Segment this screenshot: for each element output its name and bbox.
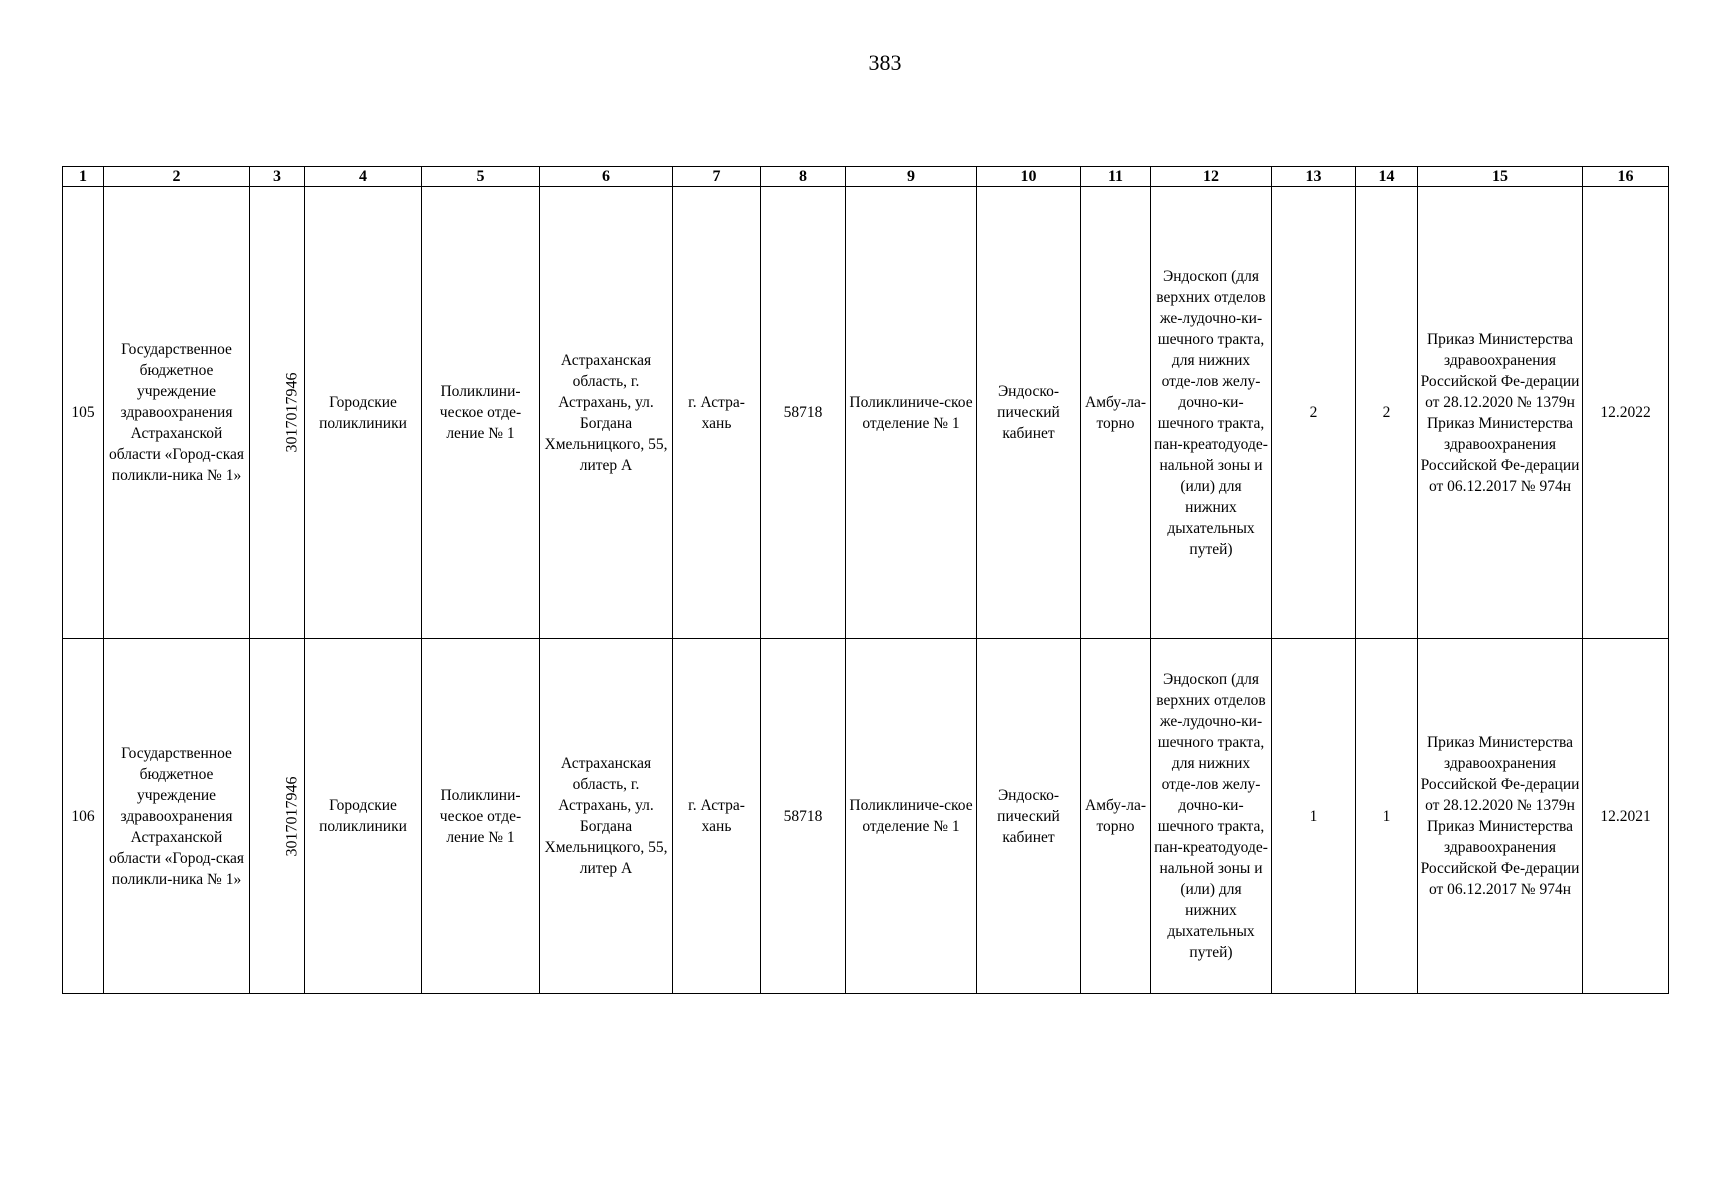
regulation-cell: Приказ Министерства здравоохранения Российской Фе-дерации от 28.12.2020 № 1379н Приказ Министерства здравоохранения Российской Фе-дерации от 06.12.2017 № 974н — [1418, 187, 1583, 639]
date-cell: 12.2021 — [1583, 639, 1669, 994]
inn-text: 3017017946 — [283, 776, 301, 856]
column-header: 10 — [977, 167, 1081, 187]
column-header: 16 — [1583, 167, 1669, 187]
quantity-cell: 2 — [1272, 187, 1356, 639]
subdivision-cell: Поликлини-ческое отде-ление № 1 — [422, 187, 540, 639]
organization-type-cell: Городские поликлиники — [305, 639, 422, 994]
row-number-cell: 106 — [63, 639, 104, 994]
organization-type-cell: Городские поликлиники — [305, 187, 422, 639]
date-cell: 12.2022 — [1583, 187, 1669, 639]
code-cell: 58718 — [761, 639, 846, 994]
care-condition-cell: Амбу-ла-торно — [1081, 639, 1151, 994]
column-header: 2 — [104, 167, 250, 187]
quantity-cell: 2 — [1356, 187, 1418, 639]
address-cell: Астраханская область, г. Астрахань, ул. Богдана Хмельницкого, 55, литер А — [540, 187, 673, 639]
organization-name-cell: Государственное бюджетное учреждение здравоохранения Астраханской области «Город-ская поликли-ника № 1» — [104, 639, 250, 994]
inn-cell — [250, 639, 305, 994]
equipment-cell: Эндоскоп (для верхних отделов же-лудочно-ки-шечного тракта, для нижних отде-лов желу-дочно-ки-шечного тракта, пан-креатодуоде-нальной зоны и (или) для нижних дыхательных путей) — [1151, 187, 1272, 639]
column-header: 8 — [761, 167, 846, 187]
regulation-cell: Приказ Министерства здравоохранения Российской Фе-дерации от 28.12.2020 № 1379н Приказ Министерства здравоохранения Российской Фе-дерации от 06.12.2017 № 974н — [1418, 639, 1583, 994]
inn-text: 3017017946 — [283, 372, 301, 453]
column-header: 9 — [846, 167, 977, 187]
quantity-cell: 1 — [1272, 639, 1356, 994]
column-number-row — [63, 167, 1669, 187]
column-header: 15 — [1418, 167, 1583, 187]
row-number-cell: 105 — [63, 187, 104, 639]
column-header: 14 — [1356, 167, 1418, 187]
table-row — [63, 639, 1669, 994]
column-header: 1 — [63, 167, 104, 187]
page-number: 383 — [868, 50, 902, 75]
department-cell: Поликлиниче-ское отделение № 1 — [846, 639, 977, 994]
table-row — [63, 187, 1669, 639]
room-cell: Эндоско-пический кабинет — [977, 187, 1081, 639]
inn-cell — [250, 187, 305, 639]
column-header: 12 — [1151, 167, 1272, 187]
subdivision-cell: Поликлини-ческое отде-ление № 1 — [422, 639, 540, 994]
department-cell: Поликлиниче-ское отделение № 1 — [846, 187, 977, 639]
equipment-cell: Эндоскоп (для верхних отделов же-лудочно-ки-шечного тракта, для нижних отде-лов желу-дочно-ки-шечного тракта, пан-креатодуоде-нальной зоны и (или) для нижних дыхательных путей) — [1151, 639, 1272, 994]
organization-name-cell: Государственное бюджетное учреждение здравоохранения Астраханской области «Город-ская поликли-ника № 1» — [104, 187, 250, 639]
quantity-cell: 1 — [1356, 639, 1418, 994]
code-cell: 58718 — [761, 187, 846, 639]
registry-table — [62, 166, 1669, 994]
column-header: 3 — [250, 167, 305, 187]
column-header: 4 — [305, 167, 422, 187]
city-cell: г. Астра-хань — [673, 187, 761, 639]
address-cell: Астраханская область, г. Астрахань, ул. Богдана Хмельницкого, 55, литер А — [540, 639, 673, 994]
care-condition-cell: Амбу-ла-торно — [1081, 187, 1151, 639]
column-header: 5 — [422, 167, 540, 187]
column-header: 13 — [1272, 167, 1356, 187]
column-header: 7 — [673, 167, 761, 187]
room-cell: Эндоско-пический кабинет — [977, 639, 1081, 994]
city-cell: г. Астра-хань — [673, 639, 761, 994]
column-header: 6 — [540, 167, 673, 187]
column-header: 11 — [1081, 167, 1151, 187]
